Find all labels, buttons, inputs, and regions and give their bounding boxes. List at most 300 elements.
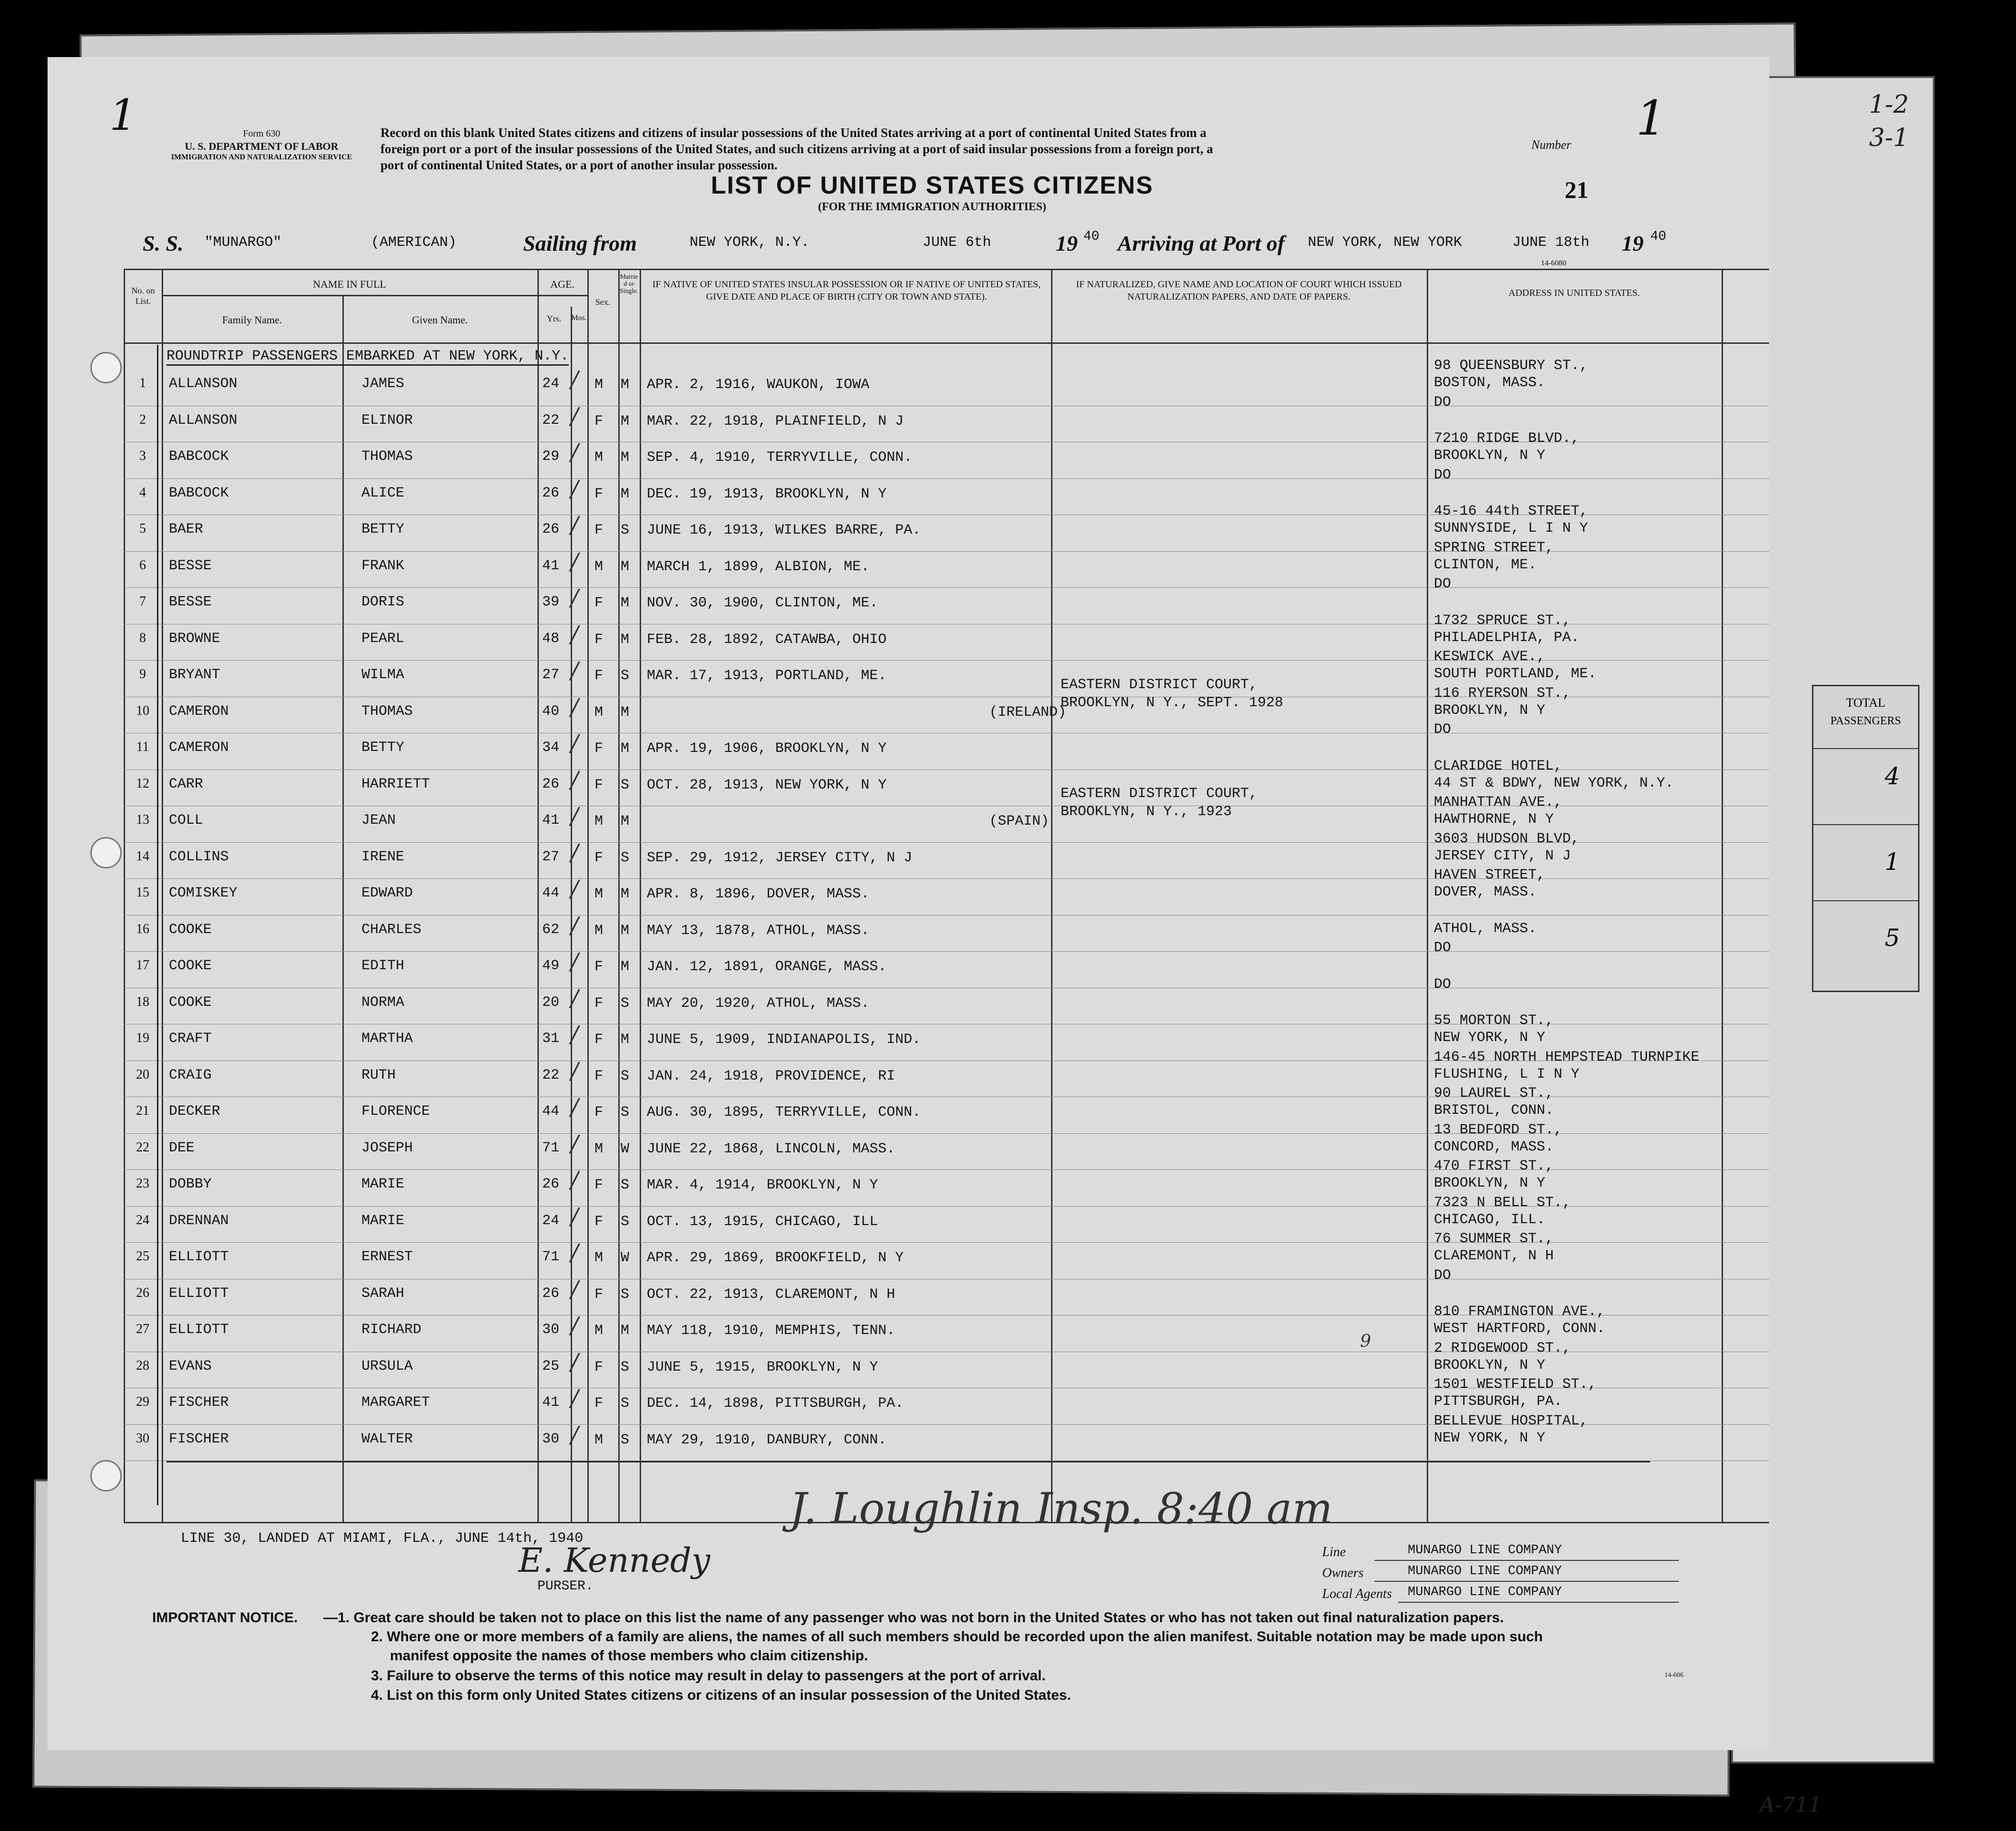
row-given: MARIE [361, 1176, 405, 1192]
row-ms: M [621, 922, 630, 939]
row-yrs: 41 [542, 1394, 560, 1411]
row-family: BESSE [169, 594, 212, 610]
row-addr1: DO [1434, 976, 1451, 993]
row-ms: S [621, 1432, 630, 1448]
row-given: RUTH [361, 1067, 396, 1083]
row-ms: S [621, 522, 630, 538]
check-mark-icon: ∕ [571, 1239, 579, 1266]
name-bracket-line [157, 345, 158, 1505]
row-given: PEARL [361, 630, 405, 647]
row-addr1: CLARIDGE HOTEL, [1434, 758, 1563, 774]
owners-label: Owners [1322, 1566, 1364, 1580]
print-code: 14-6080 [1541, 259, 1567, 267]
row-n: 5 [139, 521, 146, 536]
row-divider [124, 478, 1769, 479]
line-30-strike [166, 1461, 1650, 1462]
page-subtitle: (FOR THE IMMIGRATION AUTHORITIES) [818, 201, 1046, 213]
row-given: EDITH [361, 958, 405, 974]
row-birth: SEP. 29, 1912, JERSEY CITY, N J [647, 849, 913, 866]
row-addr2: FLUSHING, L I N Y [1434, 1066, 1580, 1082]
row-yrs: 39 [542, 594, 560, 610]
arriving-year: 40 [1650, 229, 1666, 244]
row-n: 4 [139, 485, 146, 500]
row-sex: F [594, 595, 604, 611]
row-addr2: 44 ST & BDWY, NEW YORK, N.Y. [1434, 775, 1674, 791]
row-given: BETTY [361, 740, 405, 756]
purser-label: PURSER. [537, 1579, 594, 1594]
row-addr2: BRISTOL, CONN. [1434, 1102, 1554, 1119]
row-given: JEAN [361, 812, 396, 828]
row-yrs: 22 [542, 1067, 560, 1083]
check-mark-icon: ∕ [571, 1421, 579, 1448]
row-yrs: 24 [542, 1212, 560, 1229]
row-birth: APR. 29, 1869, BROOKFIELD, N Y [647, 1250, 904, 1266]
totals-value-1: 4 [1885, 762, 1900, 790]
row-addr1: 7323 N BELL ST., [1434, 1194, 1571, 1211]
row-nat1: EASTERN DISTRICT COURT, [1061, 786, 1258, 802]
row-addr1: 13 BEDFORD ST., [1434, 1121, 1563, 1138]
row-addr1: 3603 HUDSON BLVD, [1434, 830, 1580, 847]
row-n: 17 [136, 958, 149, 973]
row-addr1: 116 RYERSON ST., [1434, 685, 1571, 701]
check-mark-icon: ∕ [571, 548, 579, 575]
totals-label-2: PASSENGERS [1830, 715, 1901, 727]
row-family: CRAIG [169, 1067, 212, 1083]
row-yrs: 41 [542, 557, 560, 574]
row-yrs: 41 [542, 812, 560, 828]
row-birth: DEC. 14, 1898, PITTSBURGH, PA. [647, 1395, 904, 1412]
row-n: 15 [136, 885, 149, 900]
row-n: 11 [136, 740, 149, 754]
row-nat2: BROOKLYN, N Y., 1923 [1061, 804, 1232, 820]
check-mark-icon: ∕ [571, 1021, 579, 1048]
row-sex: F [594, 1068, 604, 1084]
row-sex: M [594, 1250, 604, 1266]
check-mark-icon: ∕ [571, 584, 579, 611]
row-n: 6 [139, 557, 146, 573]
row-family: DECKER [169, 1103, 221, 1120]
col-birth: IF NATIVE OF UNITED STATES INSULAR POSSESSION OR IF NATIVE OF UNITED STATES, GIVE DATE AND PLACE OF BIRTH (CITY OR TOWN AND STATE). [652, 279, 1041, 302]
arriving-port: NEW YORK, NEW YORK [1308, 234, 1462, 251]
row-given: NORMA [361, 994, 405, 1011]
check-mark-icon: ∕ [571, 366, 579, 393]
sailing-label: Sailing from [523, 231, 637, 255]
row-family: BROWNE [169, 630, 221, 647]
line-label: Line [1322, 1545, 1346, 1559]
check-mark-icon: ∕ [571, 912, 579, 939]
row-sex: F [594, 995, 604, 1012]
row-ms: M [621, 631, 630, 648]
row-yrs: 24 [542, 376, 560, 392]
row-yrs: 34 [542, 740, 560, 756]
row-n: 10 [136, 703, 149, 718]
row-birth: MAY 13, 1878, ATHOL, MASS. [647, 922, 870, 939]
row-family: ELLIOTT [169, 1249, 229, 1265]
row-addr2: BOSTON, MASS. [1434, 375, 1546, 391]
instruction-line: foreign port or a port of the insular possessions of the United States, and such citizens arriving at a port of said insular possessions from a foreign port, a [380, 142, 1213, 156]
row-ms: M [621, 1323, 630, 1339]
arriving-label: Arriving at Port of [1118, 231, 1285, 255]
ss-label: S. S. [143, 231, 184, 255]
row-addr1: MANHATTAN AVE., [1434, 794, 1563, 810]
row-ms: S [621, 995, 630, 1012]
row-yrs: 20 [542, 994, 560, 1011]
row-yrs: 49 [542, 958, 560, 974]
row-ms: S [621, 1213, 630, 1230]
check-mark-icon: ∕ [571, 439, 579, 466]
row-nat1: EASTERN DISTRICT COURT, [1061, 676, 1258, 693]
row-ms: S [621, 777, 630, 793]
row-sex: F [594, 668, 604, 684]
row-addr1: HAVEN STREET, [1434, 867, 1546, 883]
manifest-sheet [48, 57, 1769, 1750]
row-birth: JUNE 5, 1909, INDIANAPOLIS, IND. [647, 1032, 921, 1048]
row-divider [124, 587, 1769, 588]
totals-value-2: 1 [1885, 848, 1900, 876]
row-ms: S [621, 1068, 630, 1084]
row-sex: F [594, 522, 604, 538]
check-mark-icon: ∕ [571, 803, 579, 829]
row-family: BABCOCK [169, 448, 229, 465]
row-n: 13 [136, 812, 149, 827]
row-yrs: 29 [542, 448, 560, 465]
row-family: CAMERON [169, 703, 229, 720]
row-given: CHARLES [361, 921, 422, 938]
col-no: No. on List. [131, 286, 155, 306]
row-yrs: 48 [542, 630, 560, 647]
corner-mark-bottom: 3-1 [1869, 124, 1909, 152]
notice-item-2-cont: manifest opposite the names of those members who claim citizenship. [390, 1648, 868, 1664]
row-ms: S [621, 1395, 630, 1412]
row-yrs: 71 [542, 1249, 560, 1265]
check-mark-icon: ∕ [571, 1312, 579, 1339]
check-mark-icon: ∕ [571, 1276, 579, 1303]
row-ms: S [621, 668, 630, 684]
row-sex: F [594, 486, 604, 502]
col-months: Mos. [571, 314, 587, 322]
row-family: COOKE [169, 921, 212, 938]
row-ms: M [621, 558, 630, 575]
notice-item-3: 3. Failure to observe the terms of this notice may result in delay to passengers at the port of arrival. [371, 1668, 1046, 1684]
row-addr2: BROOKLYN, N Y [1434, 1175, 1546, 1191]
row-n: 2 [139, 412, 146, 427]
row-addr2: SUNNYSIDE, L I N Y [1434, 520, 1588, 536]
row-sex: F [594, 1177, 604, 1193]
row-ms: M [621, 959, 630, 975]
row-yrs: 26 [542, 1176, 560, 1192]
row-family: COMISKEY [169, 885, 238, 901]
row-yrs: 25 [542, 1358, 560, 1374]
row-addr2: JERSEY CITY, N J [1434, 847, 1571, 864]
row-addr1: 7210 RIDGE BLVD., [1434, 430, 1580, 447]
row-n: 29 [136, 1394, 149, 1409]
row-sex: M [594, 1140, 604, 1157]
department: U. S. DEPARTMENT OF LABOR [185, 140, 339, 152]
row-sex: F [594, 849, 604, 866]
row-given: URSULA [361, 1358, 413, 1374]
row-addr2: SOUTH PORTLAND, ME. [1434, 666, 1597, 682]
row-family: ELLIOTT [169, 1285, 229, 1302]
row-ms: M [621, 449, 630, 466]
right-page-number: 1 [1636, 90, 1666, 146]
small-mark: 9 [1360, 1332, 1371, 1351]
row-yrs: 31 [542, 1031, 560, 1047]
check-mark-icon: ∕ [571, 1385, 579, 1412]
row-yrs: 26 [542, 521, 560, 537]
totals-box [1812, 685, 1919, 992]
row-addr1: DO [1434, 467, 1451, 483]
row-addr1: 146-45 NORTH HEMPSTEAD TURNPIKE [1434, 1049, 1700, 1065]
row-sex: F [594, 1032, 604, 1048]
row-given: MARTHA [361, 1031, 413, 1047]
agents-company: MUNARGO LINE COMPANY [1408, 1585, 1562, 1599]
sailing-from: NEW YORK, N.Y. [690, 234, 810, 251]
row-given: RICHARD [361, 1322, 422, 1338]
row-n: 20 [136, 1067, 149, 1082]
row-addr2: CLAREMONT, N H [1434, 1248, 1554, 1264]
corner-mark-top: 1-2 [1869, 90, 1909, 119]
row-family: COLL [169, 812, 204, 828]
row-addr1: 1501 WESTFIELD ST., [1434, 1376, 1597, 1393]
notice-label: IMPORTANT NOTICE. [152, 1610, 298, 1626]
row-given: MARGARET [361, 1394, 430, 1411]
row-sex: M [594, 922, 604, 939]
line-company: MUNARGO LINE COMPANY [1408, 1543, 1562, 1558]
row-addr1: BELLEVUE HOSPITAL, [1434, 1412, 1588, 1429]
row-sex: M [594, 886, 604, 902]
row-sex: M [594, 1323, 604, 1339]
sailing-date: JUNE 6th [923, 234, 992, 251]
row-birth: (SPAIN) [989, 813, 1050, 829]
row-ms: W [621, 1250, 630, 1266]
check-mark-icon: ∕ [571, 766, 579, 793]
row-n: 3 [139, 448, 146, 463]
check-mark-icon: ∕ [571, 1203, 579, 1230]
list-number: 21 [1565, 176, 1588, 203]
row-n: 14 [136, 848, 149, 864]
col-name-in-full: NAME IN FULL [313, 278, 386, 290]
row-addr2: BROOKLYN, N Y [1434, 448, 1546, 464]
row-birth: MAY 20, 1920, ATHOL, MASS. [647, 995, 870, 1012]
row-birth: AUG. 30, 1895, TERRYVILLE, CONN. [647, 1104, 921, 1120]
notice-item-1: —1. Great care should be taken not to place on this list the name of any passenger who was not born in the United States or who has not taken out final naturalization papers. [323, 1610, 1504, 1626]
check-mark-icon: ∕ [571, 730, 579, 757]
row-sex: F [594, 1213, 604, 1230]
row-addr2: CONCORD, MASS. [1434, 1139, 1554, 1155]
row-family: COLLINS [169, 848, 229, 865]
row-sex: M [594, 449, 604, 466]
check-mark-icon: ∕ [571, 1167, 579, 1193]
check-mark-icon: ∕ [571, 475, 579, 502]
arriving-year-prefix: 19 [1622, 231, 1644, 255]
row-divider [124, 915, 1769, 916]
row-sex: F [594, 1104, 604, 1120]
row-n: 8 [139, 630, 146, 645]
row-sex: F [594, 631, 604, 648]
service: IMMIGRATION AND NATURALIZATION SERVICE [171, 153, 352, 161]
row-birth: MAR. 4, 1914, BROOKLYN, N Y [647, 1177, 878, 1193]
row-ms: S [621, 1177, 630, 1193]
notice-item-4: 4. List on this form only United States citizens or citizens of an insular possession of the United States. [371, 1687, 1071, 1703]
row-family: CARR [169, 776, 204, 792]
row-family: ELLIOTT [169, 1322, 229, 1338]
row-ms: M [621, 1032, 630, 1048]
col-given-name: Given Name. [412, 314, 468, 326]
check-mark-icon: ∕ [571, 512, 579, 538]
totals-label-1: TOTAL [1846, 696, 1886, 710]
row-sex: F [594, 959, 604, 975]
row-addr2: PHILADELPHIA, PA. [1434, 629, 1580, 646]
row-addr1: DO [1434, 721, 1451, 738]
row-ms: M [621, 595, 630, 611]
row-yrs: 40 [542, 703, 560, 720]
check-mark-icon: ∕ [571, 693, 579, 721]
row-birth: JUNE 22, 1868, LINCOLN, MASS. [647, 1140, 896, 1157]
row-family: FISCHER [169, 1394, 229, 1411]
check-mark-icon: ∕ [571, 1057, 579, 1084]
row-n: 9 [139, 667, 146, 682]
row-birth: APR. 2, 1916, WAUKON, IOWA [647, 377, 870, 393]
check-mark-icon: ∕ [571, 948, 579, 975]
row-given: JOSEPH [361, 1140, 413, 1156]
row-sex: M [594, 558, 604, 575]
row-ms: M [621, 740, 630, 757]
row-addr1: 90 LAUREL ST., [1434, 1085, 1554, 1101]
row-ms: M [621, 886, 630, 902]
row-addr1: 55 MORTON ST., [1434, 1013, 1554, 1029]
row-n: 19 [136, 1031, 149, 1045]
row-family: BESSE [169, 557, 212, 574]
row-yrs: 71 [542, 1140, 560, 1156]
row-birth: JAN. 12, 1891, ORANGE, MASS. [647, 959, 887, 975]
row-yrs: 30 [542, 1431, 560, 1447]
row-given: WILMA [361, 667, 405, 683]
row-sex: M [594, 1432, 604, 1448]
row-addr2: CHICAGO, ILL. [1434, 1211, 1546, 1228]
row-addr1: 45-16 44th STREET, [1434, 503, 1588, 519]
row-given: WALTER [361, 1431, 413, 1447]
row-given: HARRIETT [361, 776, 430, 792]
check-mark-icon: ∕ [571, 657, 579, 684]
row-birth: APR. 19, 1906, BROOKLYN, N Y [647, 740, 887, 757]
row-ms: M [621, 813, 630, 829]
page-title: LIST OF UNITED STATES CITIZENS [711, 172, 1154, 199]
check-mark-icon: ∕ [571, 621, 579, 648]
row-addr2: PITTSBURGH, PA. [1434, 1393, 1563, 1410]
row-yrs: 30 [542, 1322, 560, 1338]
row-addr2: NEW YORK, N Y [1434, 1030, 1546, 1046]
row-family: COOKE [169, 958, 212, 974]
row-n: 21 [136, 1103, 149, 1118]
row-family: DRENNAN [169, 1212, 229, 1229]
row-birth: OCT. 22, 1913, CLAREMONT, N H [647, 1286, 896, 1303]
row-addr1: DO [1434, 940, 1451, 956]
row-birth: MAR. 22, 1918, PLAINFIELD, N J [647, 413, 904, 429]
owners-company: MUNARGO LINE COMPANY [1408, 1564, 1562, 1578]
row-yrs: 44 [542, 1103, 560, 1120]
instructions [380, 125, 1503, 173]
col-naturalized: IF NATURALIZED, GIVE NAME AND LOCATION OF COURT WHICH ISSUED NATURALIZATION PAPERS, AND DATE OF PAPERS. [1076, 279, 1402, 302]
row-family: ALLANSON [169, 376, 238, 392]
row-family: ALLANSON [169, 412, 238, 429]
row-given: EDWARD [361, 885, 413, 901]
notice-code: 14-606 [1665, 1672, 1684, 1679]
col-sex: Sex. [595, 297, 611, 307]
row-n: 28 [136, 1358, 149, 1373]
row-addr1: 810 FRAMINGTON AVE., [1434, 1304, 1606, 1320]
row-birth: FEB. 28, 1892, CATAWBA, OHIO [647, 631, 887, 648]
row-addr1: 470 FIRST ST., [1434, 1158, 1554, 1174]
row-yrs: 27 [542, 848, 560, 865]
row-divider [124, 951, 1769, 952]
row-birth: JAN. 24, 1918, PROVIDENCE, RI [647, 1068, 896, 1084]
arriving-date: JUNE 18th [1512, 234, 1590, 251]
row-birth: APR. 8, 1896, DOVER, MASS. [647, 886, 870, 902]
row-yrs: 62 [542, 921, 560, 938]
row-ms: S [621, 1104, 630, 1120]
row-n: 26 [136, 1285, 149, 1300]
row-given: ERNEST [361, 1249, 413, 1265]
row-addr2: NEW YORK, N Y [1434, 1430, 1546, 1446]
row-family: CRAFT [169, 1031, 212, 1047]
col-married-single: Married or Single. [619, 273, 639, 295]
row-given: THOMAS [361, 448, 413, 465]
row-family: CAMERON [169, 740, 229, 756]
row-addr1: 98 QUEENSBURY ST., [1434, 358, 1588, 374]
check-mark-icon: ∕ [571, 1348, 579, 1375]
row-sex: F [594, 1286, 604, 1303]
number-label: Number [1531, 138, 1571, 152]
row-ms: S [621, 1359, 630, 1375]
row-n: 22 [136, 1140, 149, 1155]
form-number: Form 630 [243, 128, 281, 139]
row-given: JAMES [361, 376, 405, 392]
row-family: BRYANT [169, 667, 221, 683]
check-mark-icon: ∕ [571, 1130, 579, 1157]
page-tag: A-711 [1760, 1793, 1822, 1817]
row-given: IRENE [361, 848, 405, 865]
row-birth: MAR. 17, 1913, PORTLAND, ME. [647, 668, 887, 684]
row-addr2: ATHOL, MASS. [1434, 920, 1537, 937]
row-ms: W [621, 1140, 630, 1157]
row-given: ELINOR [361, 412, 413, 429]
punch-hole [90, 352, 122, 383]
punch-hole [90, 1460, 122, 1491]
row-birth: (IRELAND) [989, 704, 1067, 721]
row-n: 30 [136, 1431, 149, 1446]
col-years: Yrs. [546, 314, 562, 323]
row-sex: M [594, 704, 604, 721]
punch-hole [90, 837, 122, 868]
row-sex: F [594, 413, 604, 429]
row-given: MARIE [361, 1212, 405, 1229]
section-heading: ROUNDTRIP PASSENGERS EMBARKED AT NEW YORK, N.Y. [166, 348, 569, 366]
row-addr2: HAWTHORNE, N Y [1434, 811, 1554, 828]
row-addr2: DOVER, MASS. [1434, 884, 1537, 900]
purser-signature: E. Kennedy [518, 1541, 711, 1580]
row-yrs: 44 [542, 885, 560, 901]
row-ms: M [621, 377, 630, 393]
row-birth: SEP. 4, 1910, TERRYVILLE, CONN. [647, 449, 913, 466]
row-yrs: 27 [542, 667, 560, 683]
row-yrs: 26 [542, 1285, 560, 1302]
row-nat2: BROOKLYN, N Y., SEPT. 1928 [1061, 694, 1284, 711]
row-n: 24 [136, 1212, 149, 1227]
row-ms: S [621, 1286, 630, 1303]
row-sex: M [594, 813, 604, 829]
row-n: 27 [136, 1322, 149, 1336]
row-given: FLORENCE [361, 1103, 430, 1120]
